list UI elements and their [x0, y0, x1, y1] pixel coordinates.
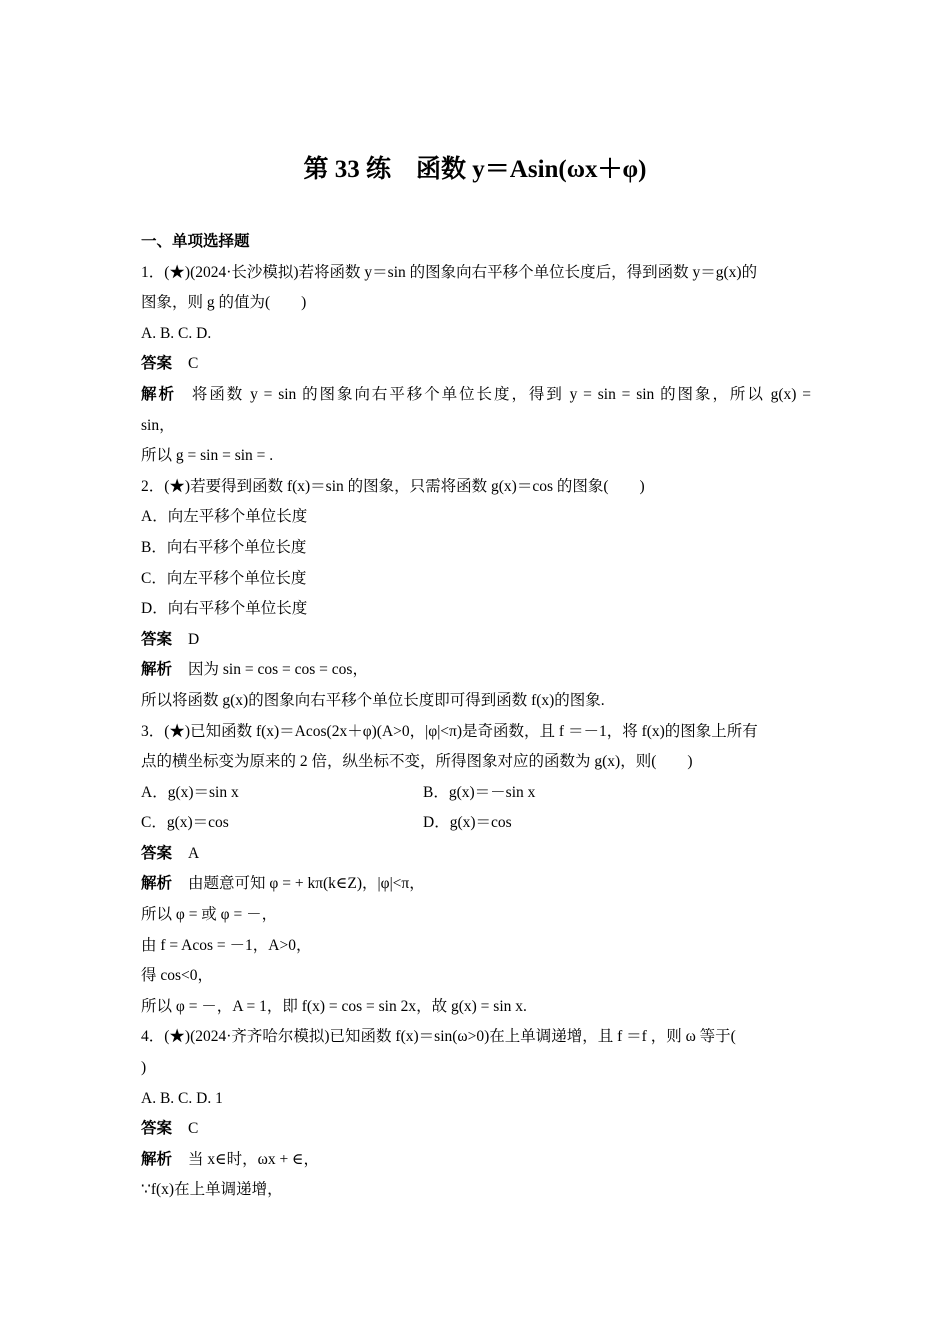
q4-analysis-text1: 当 x∈时，ωx + ∈， — [188, 1150, 320, 1168]
q1-answer-value: C — [188, 355, 199, 373]
analysis-label: 解析 — [141, 1150, 173, 1168]
q2-analysis-text1: 因为 sin = cos = cos = cos， — [188, 661, 368, 679]
q1-stem-line2: 图象，则 g 的值为( ) — [141, 294, 307, 312]
q2-option-a: A．向左平移个单位长度 — [141, 508, 308, 526]
q1-analysis-text1: 将函数 y = sin 的图象向右平移个单位长度，得到 y = sin = sin 的图象，所以 g(x) = — [191, 385, 811, 403]
q2-answer-value: D — [188, 630, 200, 648]
q3-option-a: A．g(x)＝sin x — [141, 783, 239, 801]
q2-option-d: D．向右平移个单位长度 — [141, 600, 308, 618]
q3-stem-line1: 3．(★)已知函数 f(x)＝Acos(2x＋φ)(A>0，|φ|<π)是奇函数，且 f ＝－1，将 f(x)的图象上所有 — [141, 722, 758, 740]
q1-analysis-line1 — [141, 380, 811, 411]
analysis-label: 解析 — [141, 661, 173, 679]
q2-option-c: C．向左平移个单位长度 — [141, 569, 307, 587]
q3-analysis-line5: 所以 φ = －，A = 1，即 f(x) = cos = sin 2x，故 g(x) = sin x. — [141, 997, 527, 1015]
q4-stem-line1: 4．(★)(2024·齐齐哈尔模拟)已知函数 f(x)＝sin(ω>0)在上单调递增，且 f ＝f ，则 ω 等于( — [141, 1028, 736, 1046]
q1-stem-line1: 1．(★)(2024·长沙模拟)若将函数 y＝sin 的图象向右平移个单位长度后，得到函数 y＝g(x)的 — [141, 263, 758, 281]
q4-analysis-line2: ∵f(x)在上单调递增， — [141, 1181, 283, 1199]
analysis-label: 解析 — [141, 875, 173, 893]
page-title: 第 33 练 函数 y＝Asin(ωx＋φ) — [303, 156, 647, 183]
answer-label: 答案 — [141, 844, 173, 862]
q4-stem-line2: ) — [141, 1059, 147, 1077]
q2-analysis-line2: 所以将函数 g(x)的图象向右平移个单位长度即可得到函数 f(x)的图象. — [141, 691, 605, 709]
q4-analysis-line1 — [141, 1145, 811, 1176]
q4-options: A. B. C. D. 1 — [141, 1089, 223, 1107]
answer-label: 答案 — [141, 355, 173, 373]
section-heading: 一、单项选择题 — [141, 233, 250, 250]
q4-answer-value: C — [188, 1120, 199, 1138]
q3-option-b: B．g(x)＝－sin x — [423, 783, 536, 801]
q1-analysis-line2: sin， — [141, 416, 175, 434]
q3-analysis-line4: 得 cos<0， — [141, 967, 214, 985]
q1-options: A. B. C. D. — [141, 324, 212, 342]
q3-answer — [141, 839, 811, 870]
q3-analysis-line1 — [141, 869, 811, 900]
q2-option-b: B．向右平移个单位长度 — [141, 538, 307, 556]
q1-analysis-line3: 所以 g = sin = sin = . — [141, 447, 274, 465]
document-body — [141, 227, 811, 1206]
q2-analysis-line1 — [141, 655, 811, 686]
q2-stem-line1: 2．(★)若要得到函数 f(x)＝sin 的图象，只需将函数 g(x)＝cos 的图象( ) — [141, 477, 645, 495]
q3-option-c: C．g(x)＝cos — [141, 814, 229, 832]
analysis-label: 解析 — [141, 385, 176, 403]
q3-option-d: D．g(x)＝cos — [423, 814, 512, 832]
q3-answer-value: A — [188, 844, 200, 862]
answer-label: 答案 — [141, 1120, 173, 1138]
q3-analysis-text1: 由题意可知 φ = + kπ(k∈Z)，|φ|<π， — [188, 875, 425, 893]
q3-options-row1 — [141, 778, 811, 809]
q2-answer — [141, 625, 811, 656]
q3-options-row2 — [141, 808, 811, 839]
q3-stem-line2: 点的横坐标变为原来的 2 倍，纵坐标不变，所得图象对应的函数为 g(x)，则( ) — [141, 753, 693, 771]
q1-answer — [141, 349, 811, 380]
q3-analysis-line3: 由 f = Acos = －1，A>0， — [141, 936, 312, 954]
q3-analysis-line2: 所以 φ = 或 φ = －， — [141, 906, 278, 924]
answer-label: 答案 — [141, 630, 173, 648]
q4-answer — [141, 1114, 811, 1145]
